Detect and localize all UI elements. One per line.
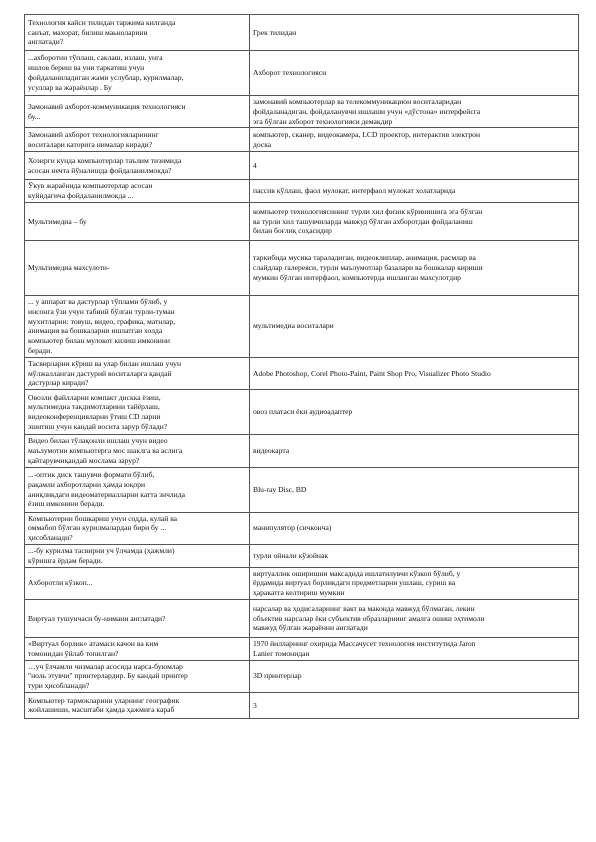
table-row xyxy=(25,599,579,637)
table-row xyxy=(25,435,579,467)
question-cell: ...-бу курилма тасвирни уч ўлчамда (ҳажмли) кўришга ёрдам беради. xyxy=(25,544,250,567)
answer-cell: 1970 йилларнинг охирида Массачусет технология институтида Jaron Lanier томонидан xyxy=(250,637,579,660)
answer-cell: 4 xyxy=(250,152,579,180)
answer-cell: видеокарта xyxy=(250,435,579,467)
answer-cell: 3D принтерлар xyxy=(250,660,579,692)
answer-cell: замонавий компьютерлар ва телекоммуникацион воситаларидан фойдаланадиган, фойдаланувчи ишлаши учун «дўстона» интерфейсга эга бўлган ахборот технологияси демакдир xyxy=(250,96,579,128)
question-cell: Тасвирларни кўриш ва улар билан ишлаш учун мўлжалланган дастурий воситаларга қандай дастурлар киради? xyxy=(25,357,250,389)
table-row xyxy=(25,567,579,599)
answer-cell: 3 xyxy=(250,692,579,718)
table-row xyxy=(25,357,579,389)
table-row xyxy=(25,202,579,240)
answer-cell: Ахборот технологияси xyxy=(250,51,579,96)
answer-cell: виртуаллик оширишни максадида ишлатилувчи кўзкоп бўлиб, у ёрдамида виртуал борликдаги предметларни ушлаш, суриш ва ҳаракатга келтириш мумкин xyxy=(250,567,579,599)
table-row xyxy=(25,240,579,295)
table-row xyxy=(25,96,579,128)
answer-cell: нарсалар ва ҳодисаларнинг вакт ва маконда мавжуд бўлмаган, лекин объектив нарсалар ёки субъектив образларнинг амалга ошиш эҳтимоли мавжуд бўлган жараённи англатади xyxy=(250,599,579,637)
question-cell: ...ахборотни тўплаш, саклаш, излаш, унга ишлов бериш ва уни таркатиш учун фойдаланиладиган жами услублар, курилмалар, усуллар ва жараёнлар . Бу xyxy=(25,51,250,96)
answer-cell: компьютер технологиясининг турли хил физик кўринишига эга бўлган ва турли хил ташувчиларда мавжуд бўлган ахборотдан фойдаланиш билан боғлиқ соҳасидир xyxy=(250,202,579,240)
question-cell: Замонавий ахборот технологияларининг воситалари каторига нималар киради? xyxy=(25,128,250,152)
table-row xyxy=(25,692,579,718)
question-cell: Видео билан тўлақонли ишлаш учун видео маълумотни компьютерга мос шаклга ва аслига қайтарувчиқандай мослама зарур? xyxy=(25,435,250,467)
answer-cell: пассив кўллаш, фаол мулокат, интерфаол мулокат холатларида xyxy=(250,180,579,203)
answer-cell: Adobe Photoshop, Corel Photo-Paint, Paint Shop Pro, Visualizer Photo Studio xyxy=(250,357,579,389)
table-row xyxy=(25,295,579,357)
answer-cell: манипулятор (сичконча) xyxy=(250,512,579,544)
document-page xyxy=(24,14,572,719)
question-cell: Мультимедиа – бу xyxy=(25,202,250,240)
table-row xyxy=(25,660,579,692)
question-cell: Ахборотли кўзкоп... xyxy=(25,567,250,599)
question-cell: Замонавий ахборот-коммуникация технологияси бу... xyxy=(25,96,250,128)
question-cell: Виртуал тушунчаси бу-нимани англатади? xyxy=(25,599,250,637)
table-row xyxy=(25,467,579,512)
table-row xyxy=(25,544,579,567)
answer-cell: таркибида мусика тараладиган, видеоклиплар, анимация, расмлар ва слайдлар галереяси, турли маълумотлар базалари ва бошкалар кириши мумкин бўлган интерфаол, компьютерда ишланган махсулотдир xyxy=(250,240,579,295)
question-cell: Хозирги кунда компьютерлар таълим тизимида асосан нечта йўналишда фойдаланилмокда? xyxy=(25,152,250,180)
qa-table-body xyxy=(25,15,579,719)
table-row xyxy=(25,180,579,203)
table-row xyxy=(25,390,579,435)
question-cell: Мультимедиа махсулоти- xyxy=(25,240,250,295)
answer-cell: овоз платаси ёки аудиоадаптер xyxy=(250,390,579,435)
question-cell: Ўкув жараёнида компьютерлар асосан куйидагича фойдаланилмокда ... xyxy=(25,180,250,203)
answer-cell: Грек тилидан xyxy=(250,15,579,51)
table-row xyxy=(25,51,579,96)
question-cell: ... у аппарат ва дастурлар тўплами бўлиб, у инсонга ўзи учун табиий бўлган турли-туман мухитларни: товуш, видео, графика, матнлар, анимация ва бошкаларни ишлатган холда компьютер билан мулокот килиш имконини беради. xyxy=(25,295,250,357)
table-row xyxy=(25,15,579,51)
table-row xyxy=(25,637,579,660)
answer-cell: мультимедиа воситалари xyxy=(250,295,579,357)
answer-cell: турли ойнали кўзойнак xyxy=(250,544,579,567)
table-row xyxy=(25,128,579,152)
question-cell: «Виртуал борлик» атамаси качон ва ким томонидан ўйлаб топилган? xyxy=(25,637,250,660)
table-row xyxy=(25,152,579,180)
qa-table xyxy=(24,14,579,719)
question-cell: ...-оптик диск ташувчи формати бўлиб, рақамли ахборотларни ҳамда юқори аниқликдаги видеоматериалларни катта зичлида ёзиш имконини беради. xyxy=(25,467,250,512)
question-cell: Технология кайси тилидан таржима килганда санъат, махорат, билиш маьноларини англатади? xyxy=(25,15,250,51)
table-row xyxy=(25,512,579,544)
question-cell: Компьютерни бошкариш учун содда, кулай ва оммабоп бўлган курилмалардан бири бу ... ҳисобланади? xyxy=(25,512,250,544)
question-cell: Овозли файлларни компакт дискка ёзиш, мультимедиа такдимотларини тайёрлаш, видеоконференцияларни ўтиш CD ларни эшитиш учун кандай восита зарур бўлади? xyxy=(25,390,250,435)
question-cell: Компьютер тармокларини уларнинг географик жойлашиши, масштаби ҳамда ҳажмига караб xyxy=(25,692,250,718)
answer-cell: компьютер, сканер, видеокамера, LCD проектор, интерактив электрон доска xyxy=(250,128,579,152)
question-cell: …уч ўлчамли чизмалар асосида нарса-буюмлар "ноль этувчи" принтерлардир. Бу кандай принтер тури ҳисобланади? xyxy=(25,660,250,692)
answer-cell: Blu-ray Disc, BD xyxy=(250,467,579,512)
